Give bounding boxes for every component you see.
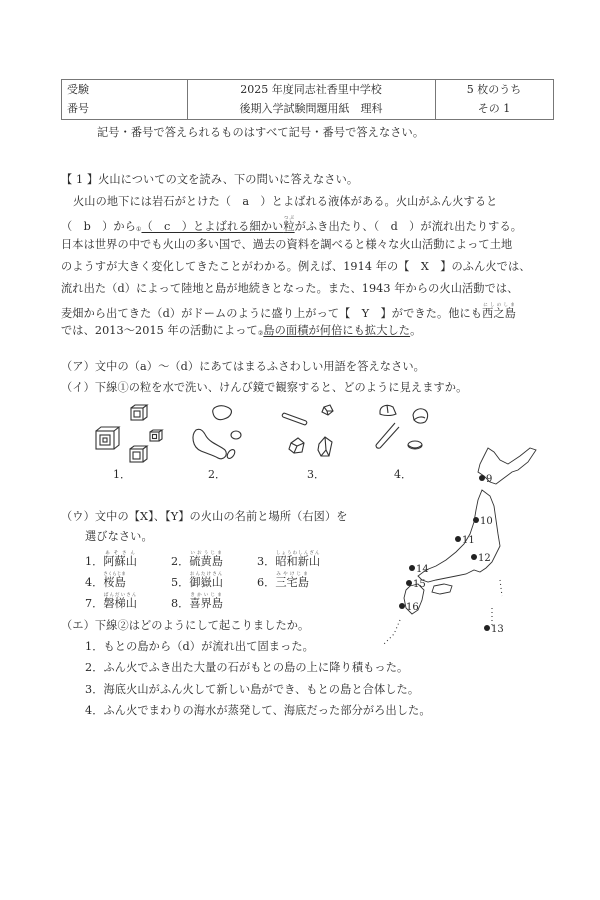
volcano-name bbox=[103, 572, 126, 589]
exam-title: 2025 年度同志社香里中学校 bbox=[240, 83, 382, 96]
answer-option[interactable]: 2．ふん火でふき出た大量の石がもとの島の上に降り積もった。 bbox=[85, 661, 409, 674]
ruby-text: ばんだいさん bbox=[103, 593, 137, 598]
map-marker-label: 13 bbox=[491, 624, 504, 635]
ruby-base: 阿蘇山 bbox=[103, 555, 137, 568]
volcano-option[interactable] bbox=[85, 572, 126, 590]
passage-text: では、2013〜2015 年の活動によって bbox=[61, 324, 258, 337]
figure-label-1: 1． bbox=[113, 468, 131, 481]
page-total: 5 枚のうち bbox=[466, 83, 522, 96]
volcano-name bbox=[189, 572, 223, 589]
option-number: 2． bbox=[171, 555, 190, 568]
passage-text: がふき出たり、（ d ）が流れ出たりする。 bbox=[294, 220, 523, 233]
passage-line: 流れ出た（d）によって陸地と島が地続きとなった。また、1943 年からの火山活動では、 bbox=[61, 282, 519, 295]
question-heading: 【 1 】火山についての文を読み、下の問いに答えなさい。 bbox=[61, 173, 359, 186]
ruby-text: みやけじま bbox=[275, 572, 309, 577]
map-marker-dot bbox=[399, 603, 405, 609]
option-number: 4． bbox=[85, 576, 104, 589]
map-marker-dot bbox=[484, 625, 490, 631]
figure-label-3: 3． bbox=[307, 468, 325, 481]
ruby-base: 昭和新山 bbox=[275, 555, 321, 568]
answer-option[interactable]: 1．もとの島から（d）が流れ出て固まった。 bbox=[85, 640, 314, 653]
volcano-name bbox=[189, 551, 223, 568]
map-marker-label: 9 bbox=[486, 474, 493, 485]
option-number: 8． bbox=[171, 597, 190, 610]
map-marker-dot bbox=[479, 475, 485, 481]
map-marker-label: 16 bbox=[406, 602, 419, 613]
exam-number-label: 受験 bbox=[67, 83, 89, 96]
volcano-option[interactable] bbox=[257, 572, 309, 590]
ruby-base: 桜島 bbox=[103, 576, 126, 589]
option-number: 1． bbox=[85, 555, 104, 568]
sub-question-e: （エ）下線②はどのようにして起こりましたか。 bbox=[61, 619, 310, 632]
volcano-name bbox=[103, 551, 137, 568]
underlined-text: （ c ）とよばれる細かい bbox=[141, 220, 284, 233]
underline-marker-2: ② bbox=[257, 330, 264, 337]
map-marker-dot bbox=[471, 554, 477, 560]
volcano-option[interactable] bbox=[171, 551, 223, 569]
ruby-base: 粒 bbox=[283, 220, 295, 233]
ruby-text: にしのしま bbox=[482, 303, 516, 308]
option-number: 3． bbox=[257, 555, 276, 568]
figure-2-rounded-grains bbox=[193, 406, 241, 460]
map-marker-dot bbox=[455, 536, 461, 542]
option-number: 7． bbox=[85, 597, 104, 610]
ruby-base: 御嶽山 bbox=[189, 576, 223, 589]
exam-subtitle: 後期入学試験問題用紙 理科 bbox=[239, 102, 383, 115]
volcano-name bbox=[275, 551, 321, 568]
map-marker-dot bbox=[409, 565, 415, 571]
figure-1-cubic-crystals bbox=[96, 405, 162, 462]
sub-question-u-cont: 選びなさい。 bbox=[85, 530, 153, 543]
figure-3-crystals bbox=[282, 405, 333, 456]
answer-option[interactable]: 3．海底火山がふん火して新しい島ができ、もとの島と合体した。 bbox=[85, 683, 420, 696]
volcano-option[interactable] bbox=[171, 593, 223, 611]
ruby-base: 三宅島 bbox=[275, 576, 309, 589]
passage-line: 火山の地下には岩石がとけた（ a ）とよばれる液体がある。火山がふん火すると bbox=[73, 195, 498, 208]
ruby-text: きかいじま bbox=[189, 593, 223, 598]
ruby-text: おんたけさん bbox=[189, 572, 223, 577]
volcano-name bbox=[275, 572, 309, 589]
passage-text: 。 bbox=[410, 324, 422, 337]
ruby-base: 喜界島 bbox=[189, 597, 223, 610]
passage-line: のようすが大きく変化してきたことがわかる。例えば、1914 年の【 X 】のふん火では、 bbox=[61, 260, 531, 273]
passage-text: （ b ）から bbox=[61, 220, 136, 233]
map-marker-dot bbox=[473, 517, 479, 523]
map-marker-label: 14 bbox=[416, 564, 429, 575]
ruby-base: 磐梯山 bbox=[103, 597, 137, 610]
ruby-text: しょうわしんざん bbox=[275, 551, 321, 556]
map-marker-label: 15 bbox=[413, 579, 426, 590]
map-marker-label: 12 bbox=[478, 553, 491, 564]
volcano-option[interactable] bbox=[85, 551, 137, 569]
page-number: その 1 bbox=[477, 102, 511, 115]
exam-number-label: 番号 bbox=[67, 102, 89, 115]
ruby-base: 西之島 bbox=[482, 307, 516, 320]
passage-line: 日本は世界の中でも火山の多い国で、過去の資料を調べると様々な火山活動によって土地 bbox=[61, 238, 513, 251]
volcano-option[interactable] bbox=[85, 593, 137, 611]
answer-option[interactable]: 4．ふん火でまわりの海水が蒸発して、海底だった部分がろ出した。 bbox=[85, 704, 431, 717]
figure-label-4: 4． bbox=[394, 468, 412, 481]
map-outline bbox=[384, 448, 536, 644]
ruby-base: 硫黄島 bbox=[189, 555, 223, 568]
sub-question-u: （ウ）文中の【X】、【Y】の火山の名前と場所（右図）を bbox=[61, 510, 348, 523]
map-marker-dot bbox=[406, 580, 412, 586]
volcano-option[interactable] bbox=[171, 572, 223, 590]
option-number: 5． bbox=[171, 576, 190, 589]
map-marker-label: 10 bbox=[480, 516, 493, 527]
ruby-text: つぶ bbox=[283, 216, 295, 221]
ruby-text: いおうじま bbox=[189, 551, 223, 556]
volcano-option[interactable] bbox=[257, 551, 320, 569]
map-marker-label: 11 bbox=[462, 535, 475, 546]
instruction: 記号・番号で答えられるものはすべて記号・番号で答えなさい。 bbox=[97, 126, 425, 139]
option-number: 6． bbox=[257, 576, 276, 589]
volcano-name bbox=[189, 593, 223, 610]
ruby-text: さくらじま bbox=[103, 572, 126, 577]
volcano-name bbox=[103, 593, 137, 610]
passage-text: 麦畑から出てきた（d）がドームのように盛り上がって【 Y 】ができた。他にも bbox=[61, 307, 483, 320]
ruby-text: あそさん bbox=[103, 551, 137, 556]
sub-question-i: （イ）下線①の粒を水で洗い、けんび鏡で観察すると、どのように見えますか。 bbox=[61, 381, 468, 394]
figure-label-2: 2． bbox=[208, 468, 226, 481]
underline-marker-1: ① bbox=[136, 226, 142, 233]
underline-2: 島の面積が何倍にも拡大した bbox=[263, 324, 411, 337]
sub-question-a: （ア）文中の（a）〜（d）にあてはまるふさわしい用語を答えなさい。 bbox=[61, 360, 425, 373]
